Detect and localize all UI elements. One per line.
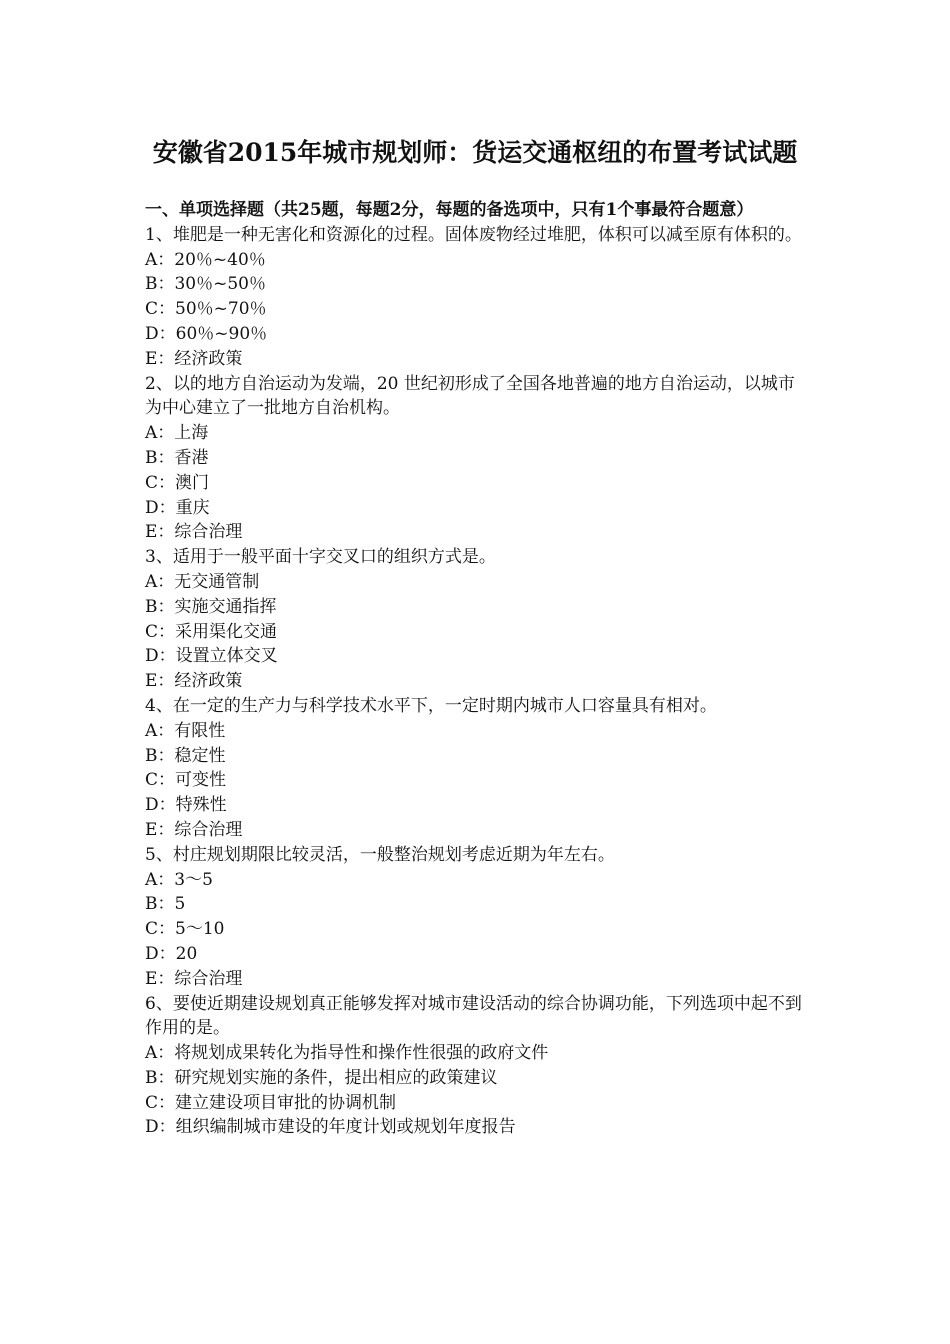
answer-option: A：3～5 xyxy=(145,869,213,890)
answer-option: E：综合治理 xyxy=(145,968,243,989)
answer-option: A：将规划成果转化为指导性和操作性很强的政府文件 xyxy=(145,1043,549,1064)
question-stem: 3、适用于一般平面十字交叉口的组织方式是。 xyxy=(145,547,496,568)
question-block xyxy=(145,223,810,372)
answer-option: E：经济政策 xyxy=(145,671,243,692)
answer-option: C：5～10 xyxy=(145,919,225,940)
question-block xyxy=(145,372,810,546)
question-stem: 4、在一定的生产力与科学技术水平下，一定时期内城市人口容量具有相对。 xyxy=(145,695,717,716)
answer-option: C：采用渠化交通 xyxy=(145,621,278,642)
question-block xyxy=(145,545,810,694)
answer-option: C：澳门 xyxy=(145,472,210,493)
document-title: 安徽省2015年城市规划师：货运交通枢纽的布置考试试题 xyxy=(152,137,798,167)
question-block xyxy=(145,843,810,992)
answer-option: A：无交通管制 xyxy=(145,571,260,592)
question-stem: 2、以的地方自治运动为发端，20 世纪初形成了全国各地普遍的地方自治运动，以城市为中心建立了一批地方自治机构。 xyxy=(145,373,795,419)
question-stem: 6、要使近期建设规划真正能够发挥对城市建设活动的综合协调功能，下列选项中起不到作用的是。 xyxy=(145,993,802,1039)
answer-option: D：特殊性 xyxy=(145,795,227,816)
answer-option: D：60％~90％ xyxy=(145,323,268,344)
answer-option: D：20 xyxy=(145,943,198,964)
question-stem: 1、堆肥是一种无害化和资源化的过程。固体废物经过堆肥，体积可以减至原有体积的。 xyxy=(145,224,802,245)
section-heading: 一、单项选择题（共25题，每题2分，每题的备选项中，只有1个事最符合题意） xyxy=(145,200,754,220)
answer-option: C：建立建设项目审批的协调机制 xyxy=(145,1092,397,1113)
question-list xyxy=(145,223,810,1140)
answer-option: D：组织编制城市建设的年度计划或规划年度报告 xyxy=(145,1117,516,1138)
answer-option: D：设置立体交叉 xyxy=(145,646,278,667)
answer-option: B：实施交通指挥 xyxy=(145,596,277,617)
answer-option: A：上海 xyxy=(145,423,209,444)
answer-option: B：5 xyxy=(145,894,186,915)
answer-option: D：重庆 xyxy=(145,497,210,518)
answer-option: E：综合治理 xyxy=(145,522,243,543)
answer-option: C：可变性 xyxy=(145,770,227,791)
question-block xyxy=(145,694,810,843)
answer-option: B：研究规划实施的条件，提出相应的政策建议 xyxy=(145,1067,498,1088)
answer-option: C：50％~70％ xyxy=(145,299,267,320)
answer-option: E：经济政策 xyxy=(145,348,243,369)
document-body xyxy=(145,198,810,1140)
answer-option: B：香港 xyxy=(145,447,209,468)
answer-option: A：20％~40％ xyxy=(145,249,266,270)
answer-option: B：30％~50％ xyxy=(145,274,267,295)
answer-option: A：有限性 xyxy=(145,720,226,741)
answer-option: B：稳定性 xyxy=(145,745,226,766)
question-block xyxy=(145,992,810,1141)
answer-option: E：综合治理 xyxy=(145,819,243,840)
question-stem: 5、村庄规划期限比较灵活，一般整治规划考虑近期为年左右。 xyxy=(145,844,615,865)
